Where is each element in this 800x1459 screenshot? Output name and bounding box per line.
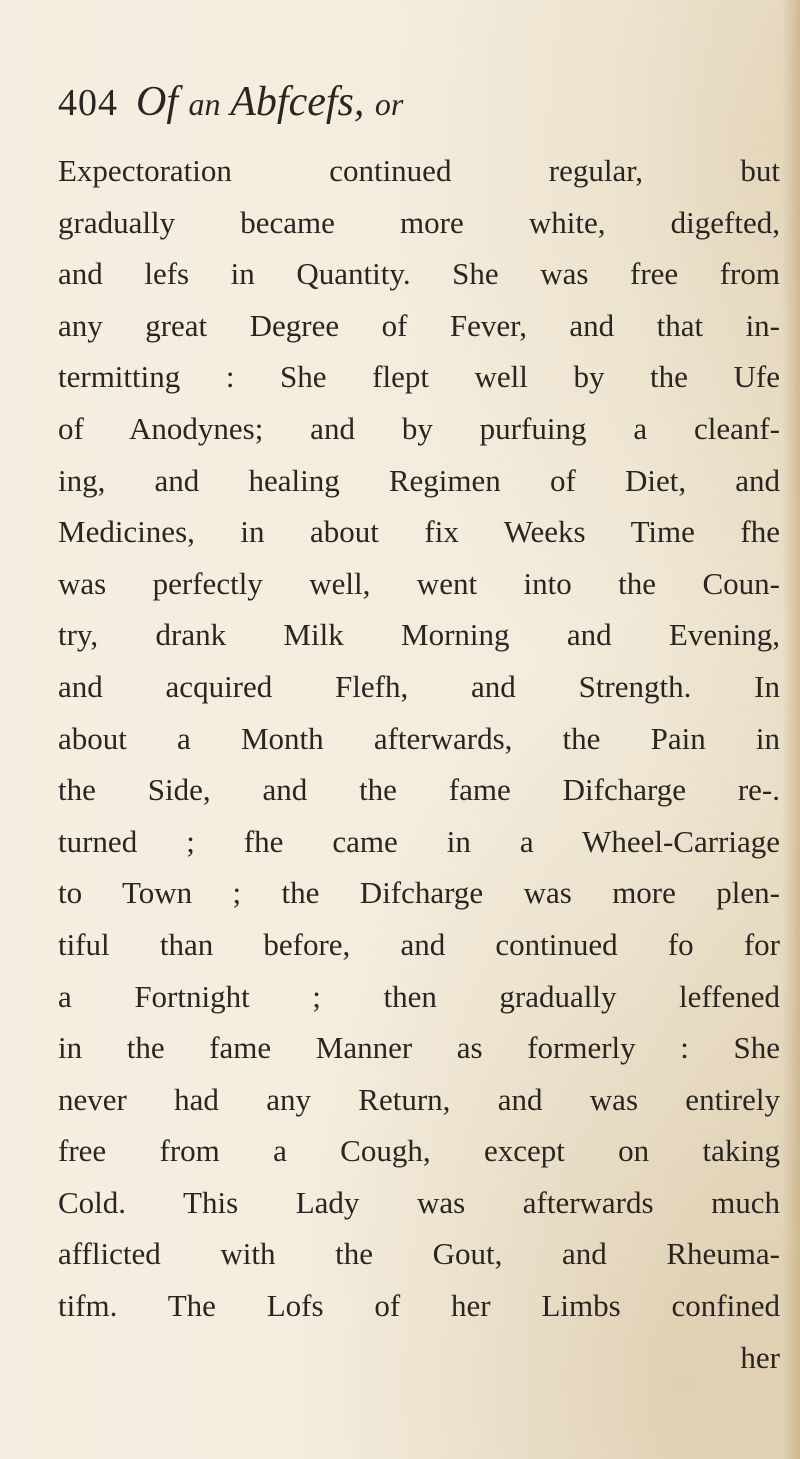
page-number: 404: [58, 82, 118, 124]
text-line: the Side, and the fame Difcharge re-.: [58, 772, 780, 808]
text-line: and lefs in Quantity. She was free from: [58, 256, 780, 292]
text-line: try, drank Milk Morning and Evening,: [58, 617, 780, 653]
text-line: any great Degree of Fever, and that in-: [58, 307, 780, 343]
text-line: in the fame Manner as formerly : She: [58, 1030, 780, 1066]
text-line: turned ; fhe came in a Wheel-Carriage: [58, 823, 780, 859]
running-header: [58, 78, 403, 138]
text-line: to Town ; the Difcharge was more plen-: [58, 875, 780, 911]
text-line: tifm. The Lofs of her Limbs confined: [58, 1288, 780, 1324]
text-line: Expectoration continued regular, but: [58, 153, 780, 188]
running-title: [136, 78, 403, 126]
text-line: never had any Return, and was entirely: [58, 1081, 780, 1117]
text-line: and acquired Flefh, and Strength. In: [58, 668, 780, 704]
text-line: a Fortnight ; then gradually leffened: [58, 978, 780, 1014]
text-line: about a Month afterwards, the Pain in: [58, 720, 780, 756]
text-line: afflicted with the Gout, and Rheuma-: [58, 1236, 780, 1272]
running-title-or: or: [374, 86, 404, 122]
running-title-main: Abfcefs,: [230, 79, 365, 125]
running-title-an: an: [188, 86, 221, 122]
running-title-of: Of: [136, 79, 178, 125]
page-edge-shadow: [782, 0, 800, 1459]
text-line: of Anodynes; and by purfuing a cleanf-: [58, 410, 780, 446]
text-line: gradually became more white, digefted,: [58, 204, 780, 240]
text-line: was perfectly well, went into the Coun-: [58, 565, 780, 601]
text-line: Medicines, in about fix Weeks Time fhe: [58, 514, 780, 550]
body-text: [58, 145, 780, 1383]
text-line: free from a Cough, except on taking: [58, 1133, 780, 1169]
text-line: termitting : She flept well by the Ufe: [58, 359, 780, 395]
text-line: Cold. This Lady was afterwards much: [58, 1184, 780, 1220]
text-line: ing, and healing Regimen of Diet, and: [58, 462, 780, 498]
text-line: tiful than before, and continued fo for: [58, 926, 780, 962]
catchword: her: [740, 1339, 780, 1375]
